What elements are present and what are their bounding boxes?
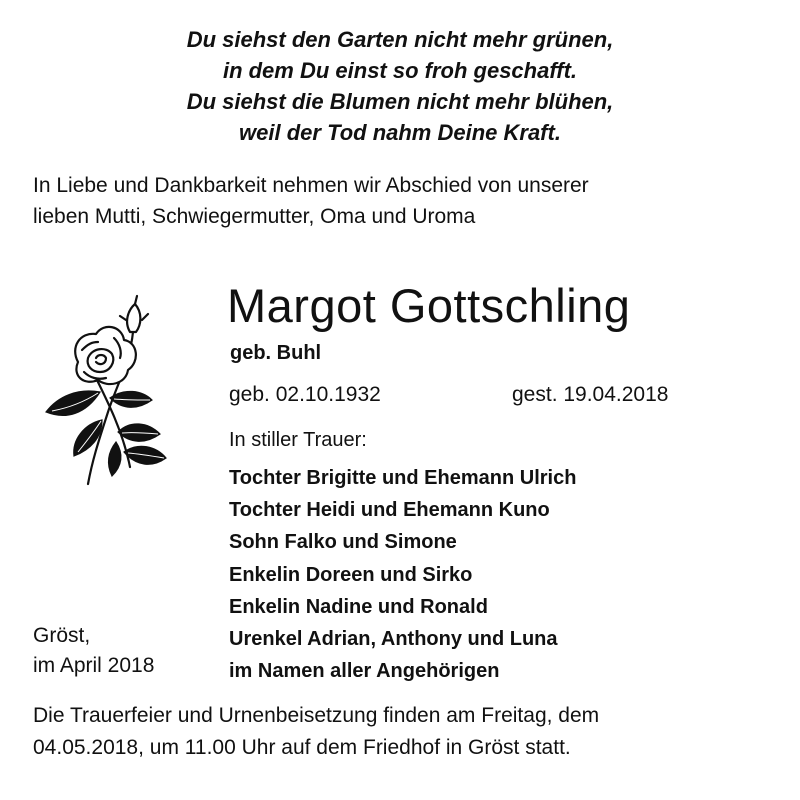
mourner-entry: Sohn Falko und Simone [229, 531, 457, 554]
mourner-entry: Enkelin Nadine und Ronald [229, 595, 488, 618]
intro-line: In Liebe und Dankbarkeit nehmen wir Abschied von unserer [33, 174, 589, 197]
death-date: gest. 19.04.2018 [512, 383, 669, 406]
poem-line: in dem Du einst so froh geschafft. [222, 58, 578, 83]
poem-line: Du siehst die Blumen nicht mehr blühen, [186, 89, 614, 114]
poem [40, 24, 760, 148]
mourner-entry: Tochter Brigitte und Ehemann Ulrich [229, 467, 577, 489]
place-date [33, 621, 154, 681]
mourner-entry: Enkelin Doreen und Sirko [229, 563, 473, 586]
place: Gröst, [33, 624, 91, 647]
mourners-list [229, 462, 576, 687]
funeral-info [33, 700, 773, 764]
intro-line: lieben Mutti, Schwiegermutter, Oma und Uroma [33, 205, 476, 228]
birth-date: geb. 02.10.1932 [229, 383, 381, 406]
funeral-line: 04.05.2018, um 11.00 Uhr auf dem Friedhof in Gröst statt. [33, 736, 571, 759]
deceased-name: Margot Gottschling [227, 279, 631, 332]
poem-line: weil der Tod nahm Deine Kraft. [239, 120, 561, 145]
poem-line: Du siehst den Garten nicht mehr grünen, [186, 27, 614, 52]
maiden-name: geb. Buhl [230, 342, 322, 364]
mourners-label: In stiller Trauer: [229, 429, 367, 451]
mourner-entry: im Namen aller Angehörigen [229, 660, 500, 683]
mourner-entry: Tochter Heidi und Ehemann Kuno [229, 499, 550, 522]
mourner-entry: Urenkel Adrian, Anthony und Luna [229, 628, 558, 651]
intro-text [33, 170, 773, 232]
funeral-line: Die Trauerfeier und Urnenbeisetzung finden am Freitag, dem [33, 704, 600, 727]
rose-icon [38, 292, 178, 492]
date: im April 2018 [33, 654, 155, 677]
